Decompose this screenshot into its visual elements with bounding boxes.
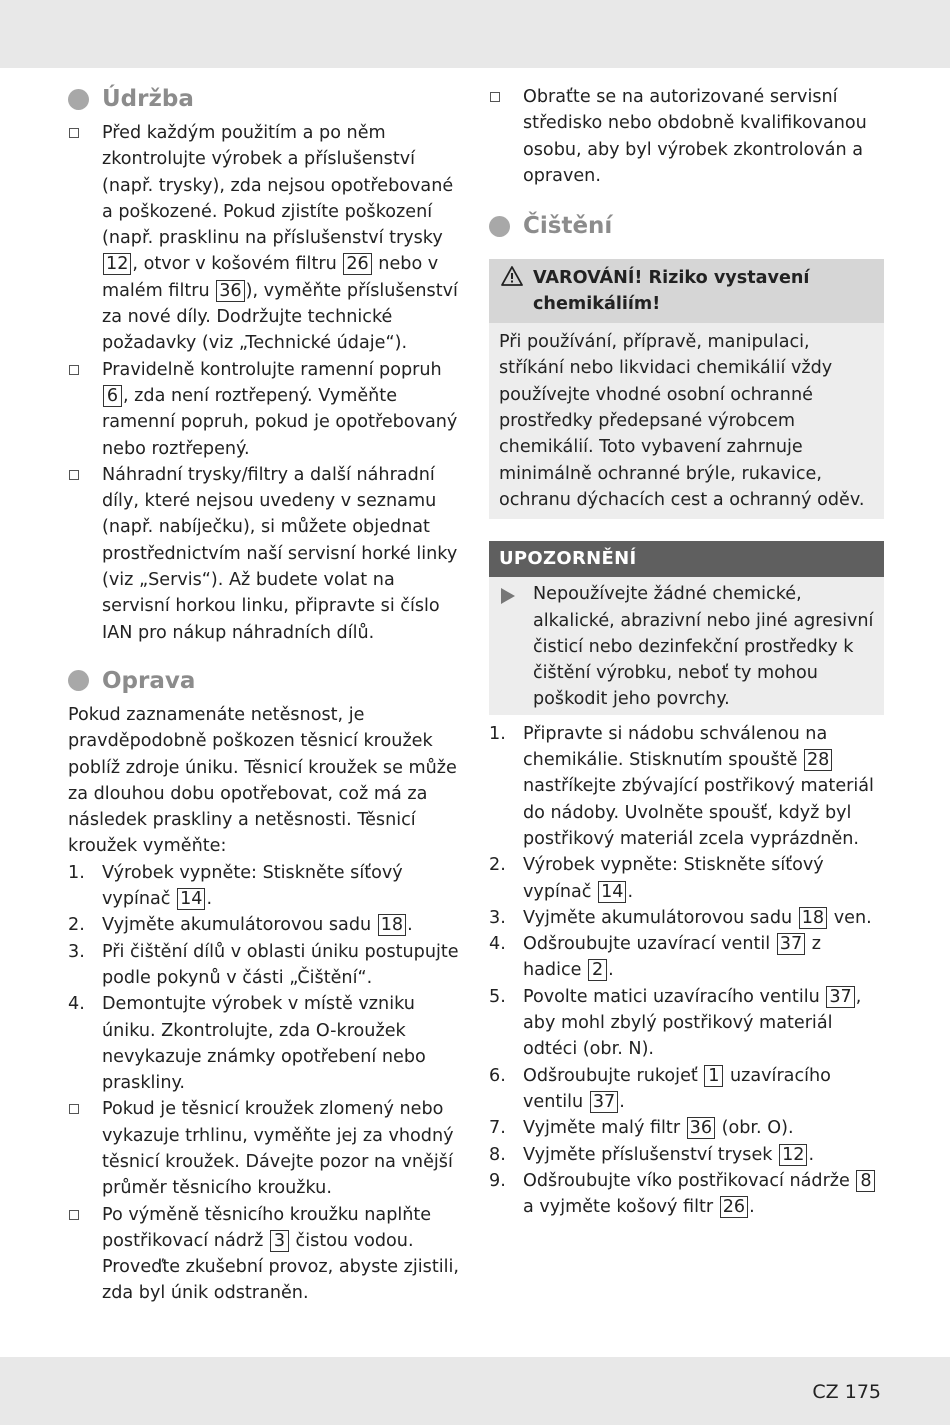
list-item — [68, 1202, 460, 1307]
list-item — [68, 357, 460, 462]
oprava-intro: Pokud zaznamenáte netěsnost, je pravděpodobně poškozen těsnicí kroužek poblíž zdroje úniku. Těsnicí kroužek se může za dlouhou dobu opotřebovat, což má za následek praskliny a netěsnosti. Těsnicí kroužek vyměňte: — [68, 704, 457, 857]
oprava-steps — [68, 860, 460, 1097]
text-segment: čistou vodou. Proveďte zkušební provoz, abyste zjistili, zda byl únik odstraněn. — [102, 1230, 460, 1304]
step-number: 6. — [489, 1065, 506, 1086]
text-segment: . — [749, 1197, 755, 1218]
text-segment: . — [206, 889, 213, 910]
text-segment: ), vyměňte příslušenství za nové díly. Dodržujte technické požadavky (viz „Technické údaje“). — [102, 280, 458, 354]
text-segment: z hadice — [523, 934, 821, 981]
step-number: 4. — [489, 934, 506, 955]
list-item — [68, 1096, 460, 1201]
list-item — [68, 912, 460, 938]
list-item — [489, 721, 884, 852]
reference-number: 26 — [343, 253, 371, 275]
text-segment: nastříkejte zbývající postřikový materiál do nádoby. Uvolněte spoušť, když byl postřikový materiál zcela vyprázdněn. — [523, 776, 874, 849]
text-segment: . — [619, 1091, 625, 1112]
reference-number: 3 — [270, 1230, 289, 1252]
list-item — [489, 931, 884, 984]
text-segment: Pokud je těsnicí kroužek zlomený nebo vykazuje trhlinu, vyměňte jej za vhodný těsnicí kroužek. Dávejte pozor na vnější průměr těsnicího kroužku. — [102, 1099, 454, 1199]
step-number: 9. — [489, 1170, 506, 1191]
reference-number: 2 — [588, 959, 607, 981]
text-segment: a vyjměte košový filtr — [523, 1197, 719, 1218]
heading-udrzba: Údržba — [102, 86, 194, 112]
page-number: CZ 175 — [812, 1381, 881, 1403]
right-column — [489, 84, 884, 1220]
list-item — [489, 1142, 884, 1168]
text-segment: . — [808, 1144, 815, 1165]
reference-number: 12 — [779, 1144, 807, 1166]
cisteni-steps — [489, 721, 884, 1221]
text-segment: uzavíracího ventilu — [523, 1065, 831, 1112]
step-number: 2. — [68, 915, 85, 936]
list-item — [68, 991, 460, 1096]
text-segment: . — [627, 881, 634, 902]
oprava-box-list — [68, 1096, 460, 1306]
reference-number: 28 — [804, 749, 832, 771]
text-segment: Připravte si nádobu schválenou na chemikálie. Stisknutím spouště — [523, 723, 828, 771]
reference-number: 14 — [177, 888, 205, 910]
step-number: 3. — [489, 907, 506, 928]
reference-number: 6 — [103, 385, 122, 407]
reference-number: 8 — [856, 1170, 875, 1192]
text-segment: nebo v malém filtru — [102, 254, 439, 301]
section-heading-cisteni — [489, 211, 884, 241]
text-segment: , aby mohl zbylý postřikový materiál odtéci (obr. N). — [523, 986, 862, 1060]
step-number: 4. — [68, 994, 85, 1015]
checkbox-square-icon — [490, 92, 500, 102]
list-item — [489, 1063, 884, 1116]
text-segment: Vyjměte příslušenství trysek — [523, 1144, 779, 1165]
bullet-dot-icon — [68, 89, 89, 110]
step-number: 1. — [489, 723, 506, 744]
udrzba-list — [68, 120, 460, 646]
reference-number: 18 — [378, 914, 406, 936]
footer-band — [0, 1357, 950, 1425]
text-segment: Vyjměte malý filtr — [523, 1118, 686, 1139]
bullet-dot-icon — [68, 670, 89, 691]
list-item — [68, 860, 460, 913]
reference-number: 36 — [216, 280, 244, 302]
list-item — [489, 905, 884, 931]
list-item — [68, 462, 460, 646]
reference-number: 18 — [799, 907, 827, 929]
text-segment: Výrobek vypněte: Stiskněte síťový vypínač — [523, 855, 824, 902]
left-column — [68, 84, 460, 1307]
warning-title-text: VAROVÁNÍ! Riziko vystavení chemikáliím! — [533, 268, 810, 315]
notice-body — [489, 577, 884, 714]
step-number: 5. — [489, 986, 506, 1007]
warning-box — [489, 259, 884, 519]
section-heading-oprava — [68, 666, 460, 696]
text-segment: Před každým použitím a po něm zkontrolujte výrobek a příslušenství (např. trysky), zda nejsou opotřebované a poškozené. Pokud zjistíte poškození (např. prasklinu na příslušenství trysky — [102, 123, 454, 249]
step-number: 7. — [489, 1118, 506, 1139]
text-segment: Při čištění dílů v oblasti úniku postupujte podle pokynů v části „Čištění“. — [102, 941, 459, 988]
warning-title — [489, 259, 884, 323]
text-segment: Demontujte výrobek v místě vzniku úniku. Zkontrolujte, zda O-kroužek nevykazuje známky opotřebení nebo praskliny. — [102, 994, 426, 1094]
notice-title: UPOZORNĚNÍ — [489, 541, 884, 577]
checkbox-square-icon — [69, 128, 79, 138]
reference-number: 37 — [826, 986, 854, 1008]
text-segment: . — [608, 960, 614, 981]
top-band — [0, 0, 950, 68]
text-segment: Odšroubujte víko postřikovací nádrže — [523, 1170, 856, 1191]
text-segment: Pravidelně kontrolujte ramenní popruh — [102, 359, 442, 380]
text-segment: Náhradní trysky/filtry a další náhradní díly, které nejsou uvedeny v seznamu (např. nabíječku), si můžete objednat prostřednictvím naší servisní horké linky (viz „Servis“). Až budete volat na servisní horkou linku, připravte si číslo IAN pro nákup náhradních dílů. — [102, 464, 458, 643]
text-segment: Odšroubujte uzavírací ventil — [523, 934, 776, 955]
list-item — [68, 120, 460, 357]
step-number: 2. — [489, 855, 506, 876]
reference-number: 36 — [687, 1117, 715, 1139]
text-segment: (obr. O). — [716, 1118, 794, 1139]
heading-cisteni: Čištění — [523, 213, 613, 240]
reference-number: 37 — [590, 1091, 618, 1113]
checkbox-square-icon — [69, 1104, 79, 1114]
service-item-text: Obraťte se na autorizované servisní středisko nebo obdobně kvalifikovanou osobu, aby byl výrobek zkontrolován a opraven. — [523, 87, 867, 186]
text-segment: Po výměně těsnicího kroužku naplňte postřikovací nádrž — [102, 1204, 432, 1251]
warning-text: Při používání, přípravě, manipulaci, stříkání nebo likvidaci chemikálií vždy používejte vhodné osobní ochranné prostředky předepsané výrobcem chemikálií. Toto vybavení zahrnuje minimálně ochranné brýle, rukavice, ochranu dýchacích cest a ochranný oděv. — [499, 332, 865, 510]
text-segment: . — [407, 915, 413, 936]
arrow-right-icon — [501, 588, 515, 604]
list-item — [489, 1168, 884, 1221]
step-number: 8. — [489, 1144, 506, 1165]
checkbox-square-icon — [69, 365, 79, 375]
text-segment: Výrobek vypněte: Stiskněte síťový vypínač — [102, 862, 403, 910]
text-segment: Odšroubujte rukojeť — [523, 1065, 704, 1086]
heading-oprava: Oprava — [102, 667, 196, 694]
list-item — [489, 84, 884, 189]
text-segment: , otvor v košovém filtru — [132, 254, 343, 275]
warning-triangle-icon — [501, 266, 523, 286]
list-item — [489, 984, 884, 1063]
text-segment: Povolte matici uzavíracího ventilu — [523, 986, 826, 1007]
reference-number: 14 — [598, 881, 626, 903]
list-item — [489, 852, 884, 905]
reference-number: 12 — [103, 253, 131, 275]
reference-number: 1 — [704, 1065, 723, 1087]
text-segment: Vyjměte akumulátorovou sadu — [523, 907, 798, 928]
service-list — [489, 84, 884, 189]
list-item — [68, 939, 460, 992]
step-number: 3. — [68, 941, 85, 962]
bullet-dot-icon — [489, 216, 510, 237]
checkbox-square-icon — [69, 470, 79, 480]
text-segment: Vyjměte akumulátorovou sadu — [102, 915, 377, 936]
checkbox-square-icon — [69, 1210, 79, 1220]
reference-number: 37 — [777, 933, 805, 955]
text-segment: ven. — [828, 907, 872, 928]
notice-box — [489, 541, 884, 714]
notice-text: Nepoužívejte žádné chemické, alkalické, abrazivní nebo jiné agresivní čisticí nebo dezinfekční prostředky k čištění výrobku, neboť ty mohou poškodit jeho povrchy. — [533, 584, 874, 710]
list-item — [489, 1115, 884, 1141]
reference-number: 26 — [720, 1196, 748, 1218]
step-number: 1. — [68, 862, 85, 883]
text-segment: , zda není roztřepený. Vyměňte ramenní popruh, pokud je opotřebovaný nebo roztřepený. — [102, 385, 458, 459]
section-heading-udrzba — [68, 84, 460, 114]
